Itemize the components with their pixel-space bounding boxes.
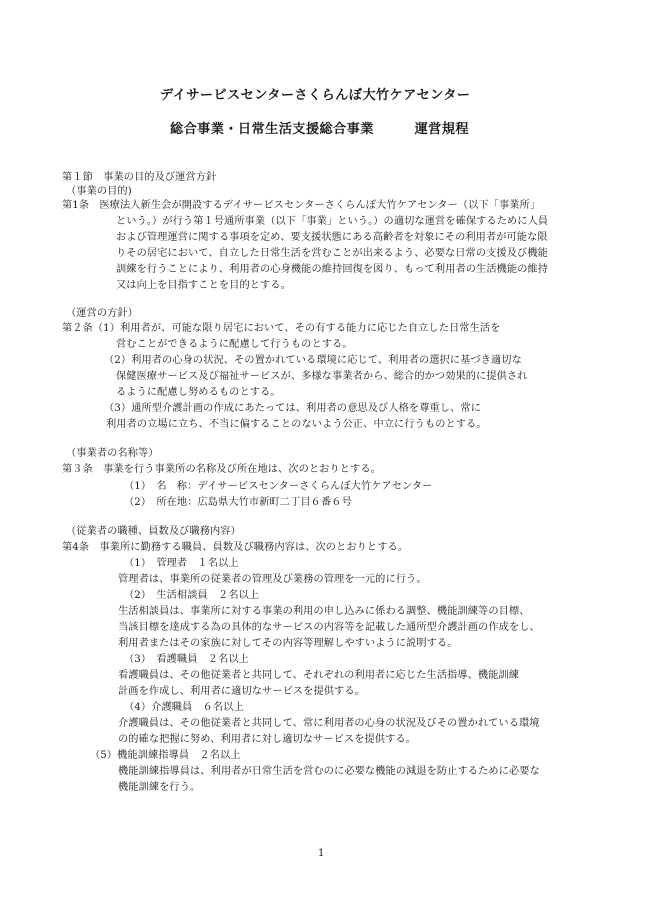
document-subtitle: 総合事業・日常生活支援総合事業 運営規程 — [170, 122, 469, 137]
article-4-line: 管理者は、事業所の従業者の管理及び業務の管理を一元的に行う。 — [118, 574, 427, 585]
article-4-line: （2） 生活相談員 ２名以上 — [124, 590, 260, 601]
article-1-line: りその居宅において、自立した日常生活を営むことが出来るよう、必要な日常の支援及び機能 — [116, 248, 548, 259]
article-2-line: 利用者の立場に立ち、不当に偏することのないよう公正、中立に行うものとする。 — [106, 419, 487, 430]
article-1-caption: （事業の目的) — [66, 186, 132, 197]
article-1-line: 第1条 医療法人新生会が開設するデイサービスセンターさくらんぼ大竹ケアセンター（以下「事業所」 — [62, 200, 541, 211]
article-4-line: 利用者またはその家族に対してその内容等理解しやすいように説明する。 — [118, 638, 458, 649]
article-4-line: の的確な把握に努め、利用者に対し適切なサービスを提供する。 — [118, 734, 416, 745]
article-3-line: 第３条 事業を行う事業所の名称及び所在地は、次のとおりとする。 — [62, 464, 381, 475]
article-2-line: （2）利用者の心身の状況、その置かれている環境に応じて、利用者の選択に基づき適切な — [104, 355, 522, 366]
article-1-line: 訓練を行うことにより、利用者の心身機能の維持回復を図り、もって利用者の生活機能の維持 — [116, 264, 549, 275]
article-4-line: 介護職員は、その他従業者と共同して、常に利用者の心身の状況及びその置かれている環境 — [118, 718, 540, 729]
article-1-line: および管理運営に関する事項を定め、要支援状態にある高齢者を対象にその利用者が可能な限 — [116, 232, 548, 243]
article-2-line: 保健医療サービス及び福祉サービスが、多様な事業者から、総合的かつ効果的に提供され — [116, 371, 528, 382]
article-2-line: るように配慮し努めるものとする。 — [116, 387, 281, 398]
document-title: デイサービスセンターさくらんぼ大竹ケアセンター — [160, 88, 471, 103]
article-4-line: 当該目標を達成する為の具体的なサービスの内容等を記載した通所型介護計画の作成をし、 — [118, 622, 540, 633]
article-2-line: 第２条（1）利用者が、可能な限り居宅において、その有する能力に応じた自立した日常生活を — [62, 323, 501, 334]
article-2-line: 営むことができるように配慮して行うものとする。 — [116, 339, 353, 350]
article-4-line: 機能訓練指導員は、利用者が日常生活を営むのに必要な機能の減退を防止するために必要な — [118, 766, 540, 777]
article-4-line: 計画を作成し、利用者に適切なサービスを提供する。 — [118, 686, 365, 697]
section-heading: 第１節 事業の目的及び運営方針 — [62, 172, 217, 183]
article-4-line: （1） 管理者 １名以上 — [124, 558, 239, 569]
article-3-line: （1） 名 称：デイサービスセンターさくらんぼ大竹ケアセンター — [124, 481, 433, 492]
article-4-line: 生活相談員は、事業所に対する事業の利用の申し込みに係わる調整、機能訓練等の目標、 — [118, 606, 530, 617]
article-3-caption: （事業者の名称等） — [66, 448, 159, 459]
article-2-caption: （運営の方針） — [66, 308, 139, 319]
article-4-caption: （従業者の職種、員数及び職務内容） — [66, 526, 241, 537]
article-4-line: （5）機能訓練指導員 ２名以上 — [90, 750, 241, 761]
article-4-line: 第4条 事業所に勤務する職員、員数及び職務内容は、次のとおりとする。 — [62, 542, 409, 553]
article-4-line: 機能訓練を行う。 — [118, 782, 201, 793]
article-4-line: 看護職員は、その他従業者と共同して、それぞれの利用者に応じた生活指導、機能訓練 — [118, 670, 520, 681]
article-4-line: （4）介護職員 ６名以上 — [124, 702, 244, 713]
article-2-line: （3）通所型介護計画の作成にあたっては、利用者の意思及び人格を尊重し、常に — [104, 403, 481, 414]
article-1-line: 又は向上を目指すことを目的とする。 — [116, 280, 291, 291]
article-1-line: という。）が行う第１号通所事業（以下「事業」という。）の適切な運営を確保するために人員 — [116, 216, 549, 227]
article-3-line: （2） 所在地：広島県大竹市新町二丁目６番６号 — [124, 497, 352, 508]
page-number: 1 — [318, 848, 325, 859]
article-4-line: （3） 看護職員 ２名以上 — [124, 654, 249, 665]
